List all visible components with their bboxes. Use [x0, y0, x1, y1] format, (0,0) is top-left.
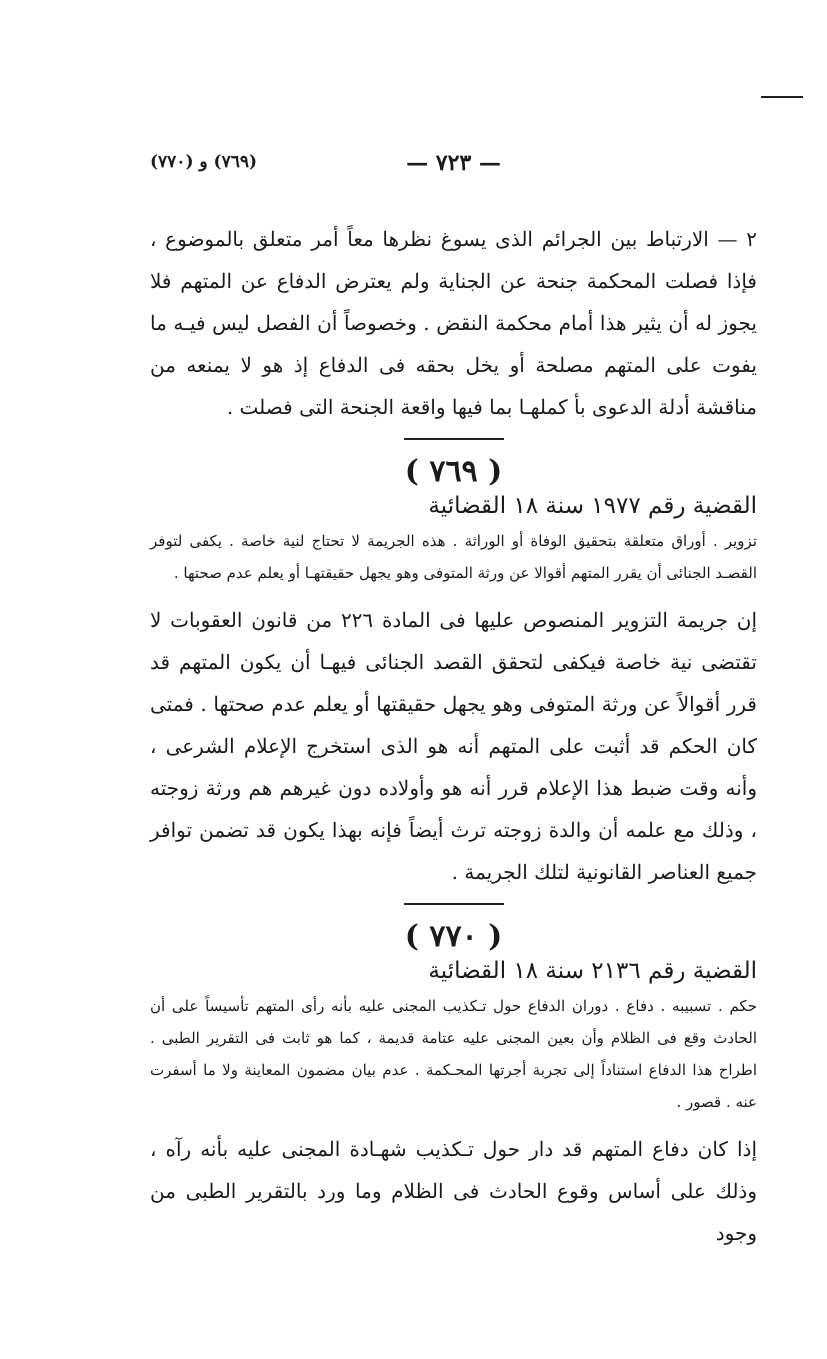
case-number: ( ٧٦٩ ) — [404, 454, 503, 489]
page-range: (٧٦٩) و (٧٧٠) — [150, 152, 258, 172]
case-reference: القضية رقم ٢١٣٦ سنة ١٨ القضائية — [428, 958, 757, 984]
case-number: ( ٧٧٠ ) — [404, 919, 503, 954]
case-body: إذا كان دفاع المتهم قد دار حول تـكذيب شهـادة المجنى عليه بأنه رآه ، وذلك على أساس وقوع الحادث فى الظلام وما ورد بالتقرير الطبى من وجود — [150, 1137, 757, 1245]
case-body: إن جريمة التزوير المنصوص عليها فى المادة ٢٢٦ من قانون العقوبات لا تقتضى نية خاصة فيكفى لتحقق القصد الجنائى فيهـا أن يكون المتهم قد قرر أقوالاً عن ورثة المتوفى وهو يجهل حقيقتها أو يعلم عدم صحتها . فمتى كان الحكم قد أثبت على المتهم أنه هو الذى استخرج الإعلام الشرعى ، وأنه وقت ضبط هذا الإعلام قرر أنه هو وأولاده دون غيرهم هم ورثة زوجته ، وذلك مع علمه أن والدة زوجته ترث أيضاً فإنه بهذا يكون قد تضمن توافر جميع العناصر القانونية لتلك الجريمة . — [150, 608, 758, 884]
document-page — [150, 150, 757, 1254]
case-summary: تزوير . أوراق متعلقة بتحقيق الوفاة أو الوراثة . هذه الجريمة لا تحتاج لنية خاصة . يكفى لتوفر القصـد الجنائى أن يقرر المتهم أقوالا عن ورثة المتوفى وهو يجهل حقيقتهـا أو يعلم عدم صحتها . — [150, 532, 757, 582]
intro-paragraph: ٢ — الارتباط بين الجرائم الذى يسوغ نظرها معاً أمر متعلق بالموضوع ، فإذا فصلت المحكمة جنحة عن الجناية ولم يعترض الدفاع عن المتهم فلا يجوز له أن يثير هذا أمام محكمة النقض . وخصوصاً أن الفصل ليس فيـه ما يفوت على المتهم مصلحة أو يخل بحقه فى الدفاع إذ هو لا يمنعه من مناقشة أدلة الدعوى بأ كملهـا بما فيها واقعة الجنحة التى فصلت . — [150, 227, 757, 419]
page-number: — ٧٢٣ — — [406, 150, 501, 176]
case-reference: القضية رقم ١٩٧٧ سنة ١٨ القضائية — [428, 493, 757, 519]
page-header — [150, 150, 757, 184]
edge-mark — [761, 96, 803, 98]
section-divider — [404, 903, 504, 905]
case-summary: حكم . تسبيبه . دفاع . دوران الدفاع حول تـكذيب المجنى عليه بأنه رأى المتهم تأسيساً على أن الحادث وقع فى الظلام وأن بعين المجنى عليه عتامة قديمة ، كما هو ثابت فى التقرير الطبى . اطراح هذا الدفاع استناداً إلى تجربة أجرتها المحـكمة . عدم بيان مضمون المعاينة ولا ما أسفرت عنه . قصور . — [150, 997, 757, 1111]
section-divider — [404, 438, 504, 440]
